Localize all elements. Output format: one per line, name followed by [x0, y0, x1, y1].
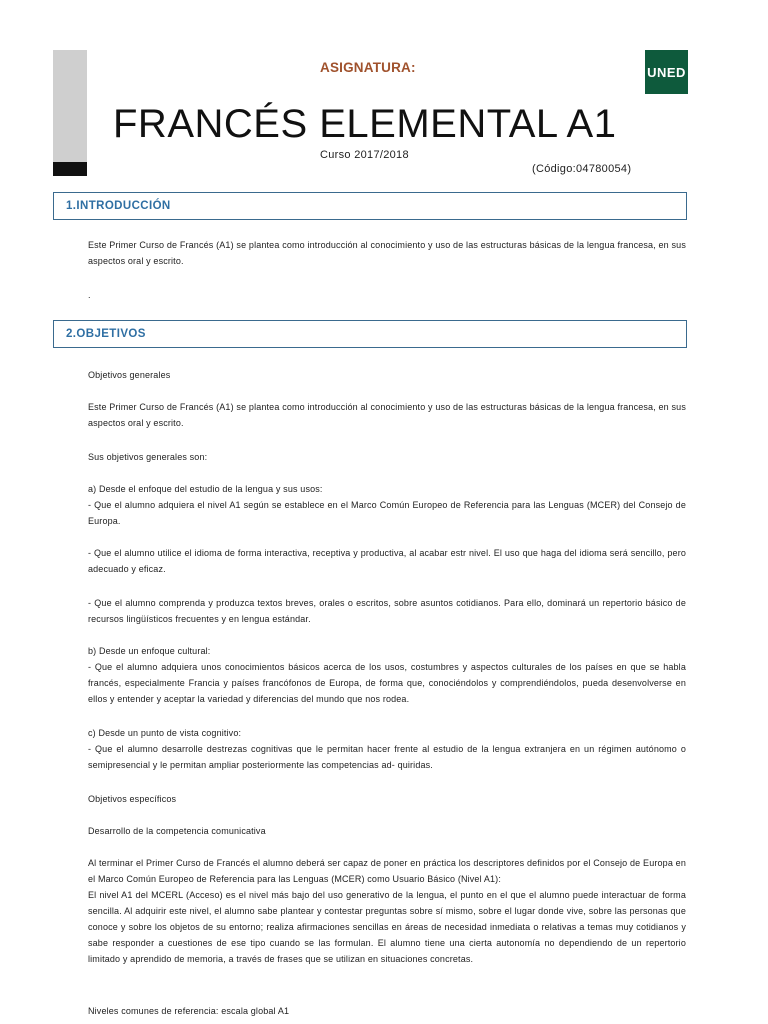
objectives-paragraph: c) Desde un punto de vista cognitivo:	[88, 728, 242, 738]
section-heading-objetivos	[53, 320, 687, 348]
objectives-paragraph: - Que el alumno utilice el idioma de forma interactiva, receptiva y productiva, al acabar estr nivel. El uso que haga del idioma será sencillo, pero adecuado y eficaz.	[88, 548, 686, 574]
objectives-specific-title: Objetivos específicos	[88, 794, 177, 804]
objectives-paragraph: Este Primer Curso de Francés (A1) se plantea como introducción al conocimiento y uso de las estructuras básicas de la lengua francesa, en sus aspectos oral y escrito.	[88, 402, 686, 428]
objectives-paragraph: - Que el alumno comprenda y produzca textos breves, orales o escritos, sobre asuntos cotidianos. Para ello, dominará un repertorio básico de recursos lingüísticos frecuentes y en lengua estándar.	[88, 598, 686, 624]
side-accent-bar-foot	[53, 162, 87, 176]
course-year: Curso 2017/2018	[320, 149, 409, 161]
objectives-paragraph: El nivel A1 del MCERL (Acceso) es el nivel más bajo del uso generativo de la lengua, el punto en el que el alumno puede interactuar de forma sencilla. Al adquirir este nivel, el alumno sabe plantear y contestar preguntas sobre sí mismo, sobre el lugar donde vive, sobre las personas que conoce y sobre los objetos de su entorno; realiza afirmaciones sencillas en áreas de necesidad inmediata o relativas a temas muy cotidianos y sabe responder a cuestiones de ese tipo cuando se las formulan. El alumno tiene una cierta autonomía no dependiendo de un repertorio limitado y aprendido de memoria, a través de frases que se utilizan en situaciones concretas.	[88, 890, 686, 964]
intro-dot: .	[88, 290, 91, 300]
objectives-paragraph: - Que el alumno desarrolle destrezas cognitivas que le permitan hacer frente al estudio de la lengua extranjera en un régimen autónomo o semipresencial y le permitan ampliar posteriormente las competencias ad- quiridas.	[88, 744, 686, 770]
objectives-paragraph: b) Desde un enfoque cultural:	[88, 646, 211, 656]
section-heading-label: 1.INTRODUCCIÓN	[66, 200, 171, 212]
objectives-paragraph: Al terminar el Primer Curso de Francés el alumno deberá ser capaz de poner en práctica los descriptores definidos por el Consejo de Europa en el Marco Común Europeo de Referencia para las Lenguas (MCER) como Usuario Básico (Nivel A1):	[88, 858, 686, 884]
side-accent-bar	[53, 50, 87, 162]
intro-paragraph: Este Primer Curso de Francés (A1) se plantea como introducción al conocimiento y uso de las estructuras básicas de la lengua francesa, en sus aspectos oral y escrito.	[88, 240, 686, 266]
subject-label: ASIGNATURA:	[320, 60, 416, 75]
objectives-paragraph: - Que el alumno adquiera unos conocimientos básicos acerca de los usos, costumbres y aspectos culturales de los países en que se habla francés, especialmente Francia y países francófonos de Europa, de forma que, conociéndolos y comprendiéndolos, pueda desenvolverse en ellos y entender y aceptar la variedad y diferencias del mundo que nos rodea.	[88, 662, 686, 704]
objectives-paragraph: Sus objetivos generales son:	[88, 452, 208, 462]
objectives-general-title: Objetivos generales	[88, 370, 171, 380]
objectives-paragraph: Niveles comunes de referencia: escala global A1	[88, 1006, 290, 1016]
page-title: FRANCÉS ELEMENTAL A1	[113, 102, 617, 146]
section-heading-label: 2.OBJETIVOS	[66, 328, 146, 340]
objectives-paragraph: - Que el alumno adquiera el nivel A1 según se establece en el Marco Común Europeo de Referencia para las Lenguas (MCER) del Consejo de Europa.	[88, 500, 686, 526]
section-heading-introduccion	[53, 192, 687, 220]
objectives-paragraph: a) Desde el enfoque del estudio de la lengua y sus usos:	[88, 484, 323, 494]
objectives-paragraph: Desarrollo de la competencia comunicativa	[88, 826, 266, 836]
uned-logo: UNED	[645, 50, 688, 94]
subject-code: (Código:04780054)	[532, 163, 632, 175]
